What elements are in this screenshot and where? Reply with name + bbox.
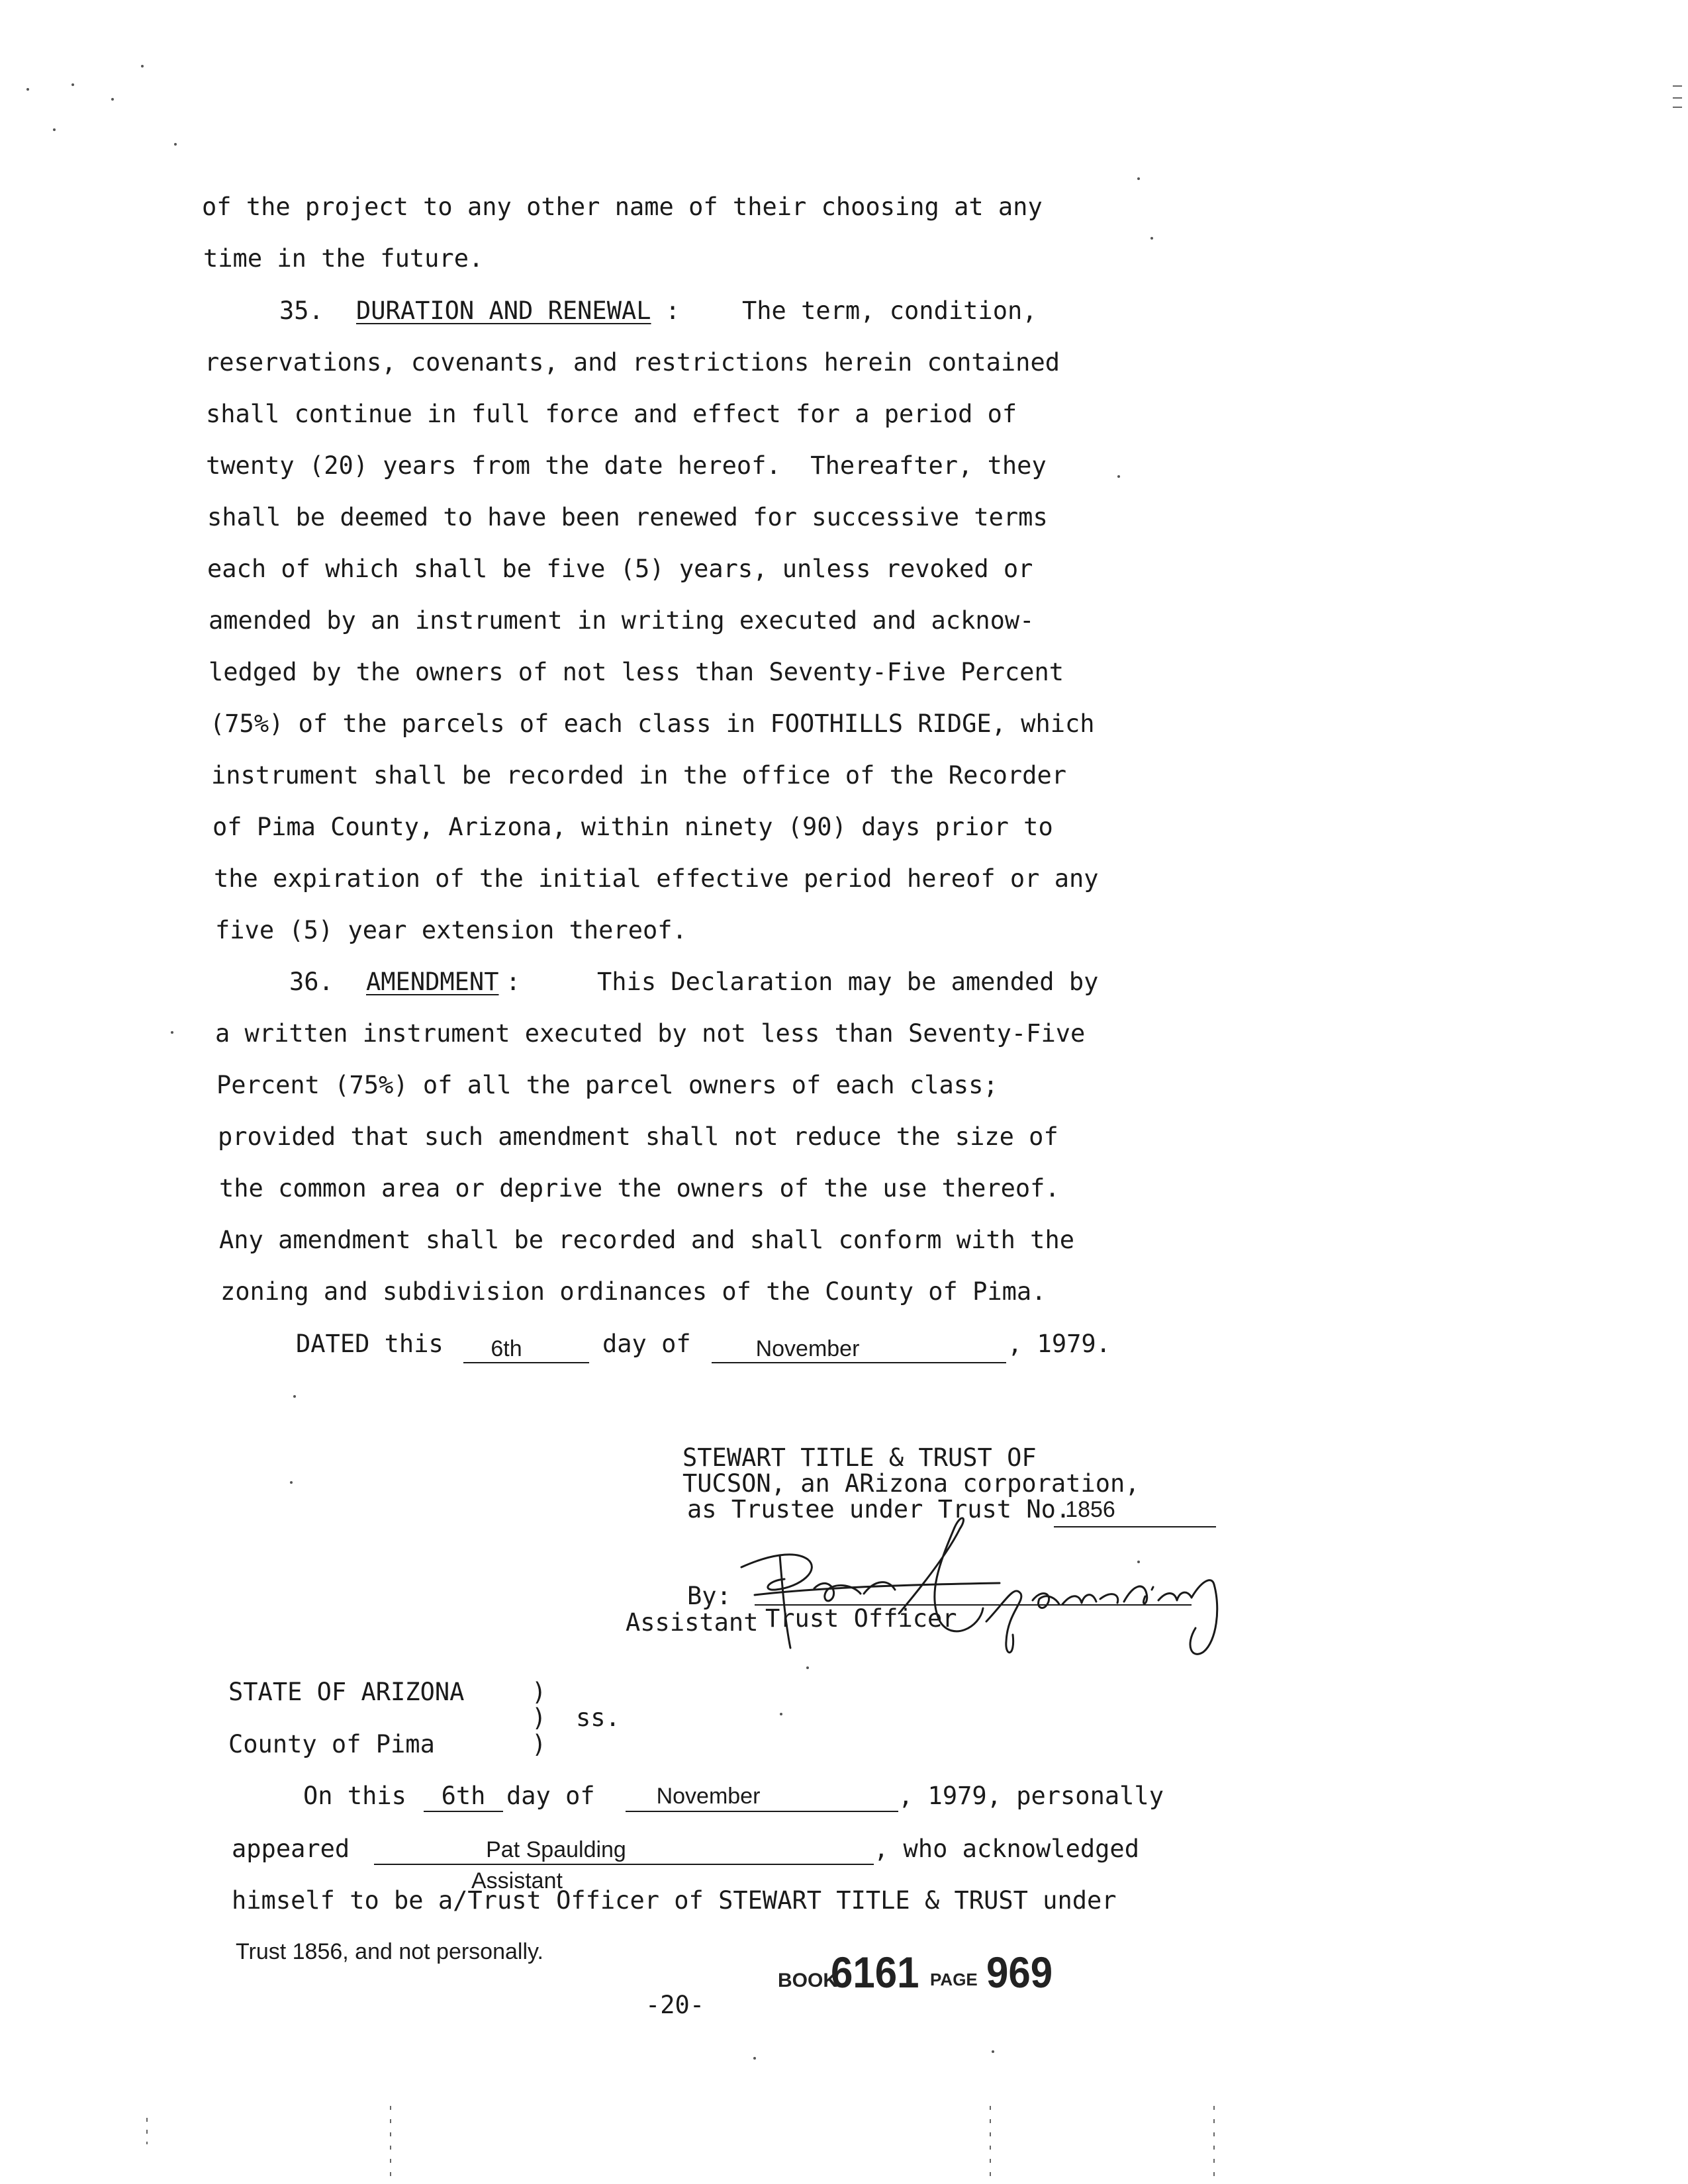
- notary-appeared: appeared: [232, 1835, 350, 1863]
- signer-title-right: Trust Officer: [765, 1604, 957, 1633]
- notary-day-of: day of: [506, 1782, 595, 1810]
- section-35-heading: DURATION AND RENEWAL: [356, 296, 651, 325]
- venue-ss: ss.: [576, 1704, 620, 1732]
- notary-month: November: [656, 1784, 761, 1809]
- signature-entity-line-3: as Trustee under Trust No.: [687, 1495, 1071, 1524]
- section-36-first-line: This Declaration may be amended by: [597, 968, 1099, 996]
- stamp-book-number: 6161: [831, 1948, 919, 1997]
- section-36-number: 36.: [289, 968, 334, 996]
- dated-day: 6th: [491, 1336, 522, 1361]
- trust-number: 1856: [1065, 1497, 1115, 1522]
- body-line: zoning and subdivision ordinances of the County of Pima.: [220, 1277, 1047, 1306]
- body-line: the expiration of the initial effective period hereof or any: [214, 864, 1099, 893]
- venue-paren: ): [532, 1704, 547, 1732]
- page-number: -20-: [645, 1991, 705, 2019]
- notary-trust-line: Trust 1856, and not personally.: [236, 1939, 543, 1964]
- body-line: of the project to any other name of their choosing at any: [202, 193, 1043, 221]
- signature-entity-line-1: STEWART TITLE & TRUST OF: [682, 1443, 1037, 1472]
- by-label: By:: [687, 1582, 731, 1610]
- notary-acknowledged: , who acknowledged: [874, 1835, 1139, 1863]
- body-line: Any amendment shall be recorded and shall conform with the: [219, 1226, 1075, 1254]
- venue-paren: ): [532, 1730, 547, 1758]
- body-line: instrument shall be recorded in the office of the Recorder: [211, 761, 1067, 790]
- section-35-number: 35.: [279, 296, 324, 325]
- section-35-first-line: The term, condition,: [742, 296, 1037, 325]
- body-line: shall continue in full force and effect for a period of: [206, 400, 1017, 428]
- stamp-page-label: PAGE: [930, 1970, 978, 1989]
- body-line: time in the future.: [203, 244, 484, 273]
- notary-year: , 1979, personally: [898, 1782, 1164, 1810]
- notary-on-this: On this: [303, 1782, 406, 1810]
- body-line: the common area or deprive the owners of the use thereof.: [219, 1174, 1060, 1203]
- body-line: Percent (75%) of all the parcel owners of each class;: [216, 1071, 998, 1099]
- notary-insert-assistant: Assistant: [471, 1868, 563, 1893]
- signature-entity-line-2: TUCSON, an ARizona corporation,: [682, 1469, 1140, 1498]
- body-line: of Pima County, Arizona, within ninety (90) days prior to: [212, 813, 1053, 841]
- section-36-heading: AMENDMENT: [366, 968, 499, 996]
- body-line: amended by an instrument in writing executed and acknow-: [209, 606, 1035, 635]
- body-line: (75%) of the parcels of each class in FOOTHILLS RIDGE, which: [210, 709, 1095, 738]
- body-line: ledged by the owners of not less than Seventy-Five Percent: [209, 658, 1064, 686]
- dated-suffix: , 1979.: [1008, 1330, 1111, 1358]
- venue-state: STATE OF ARIZONA: [228, 1678, 465, 1706]
- section-35-colon: :: [665, 296, 680, 325]
- body-line: each of which shall be five (5) years, unless revoked or: [207, 555, 1033, 583]
- section-36-colon: :: [506, 968, 521, 996]
- body-line: provided that such amendment shall not reduce the size of: [218, 1122, 1058, 1151]
- body-line: five (5) year extension thereof.: [215, 916, 687, 944]
- notary-day: 6th: [441, 1782, 486, 1810]
- dated-middle: day of: [602, 1330, 691, 1358]
- notary-name: Pat Spaulding: [486, 1837, 626, 1862]
- venue-paren: ): [532, 1678, 547, 1706]
- signer-title-left: Assistant: [626, 1608, 759, 1637]
- stamp-page-number: 969: [986, 1948, 1053, 1997]
- body-line: a written instrument executed by not less than Seventy-Five: [215, 1019, 1086, 1048]
- notary-himself-line: himself to be a/Trust Officer of STEWART TITLE & TRUST under: [232, 1886, 1117, 1915]
- dated-prefix: DATED this: [296, 1330, 444, 1358]
- dated-month: November: [755, 1336, 860, 1361]
- venue-county: County of Pima: [228, 1730, 435, 1758]
- body-line: shall be deemed to have been renewed for successive terms: [207, 503, 1048, 531]
- body-line: twenty (20) years from the date hereof. Thereafter, they: [206, 451, 1047, 480]
- stamp-book-label: BOOK: [778, 1970, 837, 1991]
- body-line: reservations, covenants, and restrictions herein contained: [205, 348, 1060, 377]
